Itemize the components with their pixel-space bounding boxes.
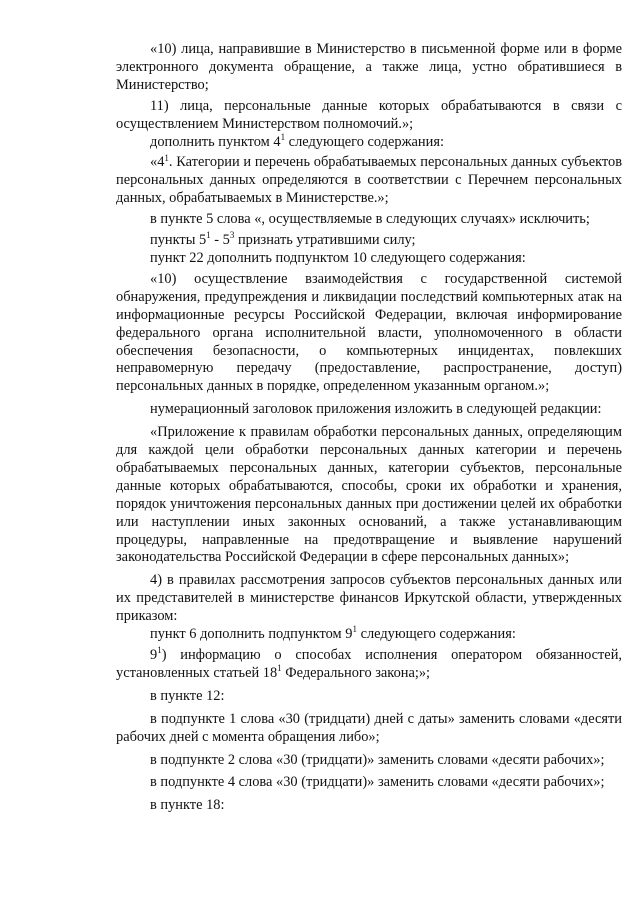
superscript: 1 — [164, 152, 169, 163]
text-run: дополнить пунктом 4 — [150, 133, 281, 150]
paragraph — [116, 752, 622, 770]
text-run: следующего содержания: — [356, 626, 516, 643]
paragraph — [116, 232, 622, 250]
paragraph — [116, 774, 622, 792]
superscript: 1 — [280, 131, 286, 142]
document-page — [116, 41, 622, 815]
paragraph — [116, 154, 622, 208]
superscript: 1 — [277, 663, 282, 674]
text-run: «10) лица, направившие в Министерство в письменной форме или в форме электронного документа обращение, а также лица, устно обратившиеся в Министерство; — [116, 41, 622, 93]
paragraph — [116, 797, 622, 815]
text-run: признать утратившими силу; — [234, 232, 416, 249]
paragraph — [116, 271, 622, 396]
text-run: пункт 22 дополнить подпунктом 10 следующего содержания: — [150, 249, 526, 266]
text-run: 11) лица, персональные данные которых обрабатываются в связи с осуществлением Министерством полномочий.»; — [116, 97, 622, 132]
paragraph — [116, 41, 622, 95]
paragraph — [116, 211, 622, 229]
text-run: в пункте 12: — [150, 687, 225, 704]
text-run: . Категории и перечень обрабатываемых персональных данных субъектов персональных данных определяются в соответствии с Перечнем персональных данных, обрабатываемых в Министерстве.»; — [116, 154, 622, 207]
superscript: 1 — [157, 645, 162, 656]
paragraph — [116, 626, 622, 644]
paragraph — [116, 424, 622, 567]
superscript: 1 — [206, 230, 211, 241]
text-run: в подпункте 4 слова «30 (тридцати)» заменить словами «десяти рабочих»; — [150, 774, 605, 791]
text-run: 9 — [150, 647, 158, 663]
text-run: в пункте 5 слова «, осуществляемые в следующих случаях» исключить; — [150, 211, 590, 228]
text-run: - 5 — [210, 232, 230, 249]
text-run: 4) в правилах рассмотрения запросов субъектов персональных данных или их представителей в министерстве финансов Иркутской области, утвержденных приказом: — [116, 572, 622, 625]
paragraph — [116, 711, 622, 747]
text-run: «Приложение к правилам обработки персональных данных, определяющим для каждой цели обработки персональных данных категории и перечень обрабатываемых персональных данных, категории субъектов, персональные данные которых обрабатываются, способы, сроки их обработки и хранения, порядок уничтожения персональных данных при достижении целей их обработки или наступлении иных законных оснований, а также устанавливающим процедуры, направленные на предотвращение и выявление нарушений законодательства Российской Федерации в сфере персональных данных»; — [116, 424, 622, 566]
paragraph — [116, 250, 622, 268]
text-run: ) информацию о способах исполнения оператором обязанностей, установленных статьей 18 — [116, 647, 622, 681]
text-run: нумерационный заголовок приложения изложить в следующей редакции: — [150, 401, 602, 418]
text-run: следующего содержания: — [285, 133, 444, 150]
paragraph — [116, 131, 622, 152]
paragraph — [116, 688, 622, 706]
text-run: «10) осуществление взаимодействия с государственной системой обнаружения, предупреждения и ликвидации последствий компьютерных атак на информационные ресурсы Российской Федерации, включая информирование федерального органа исполнительной власти, уполномоченного в области обеспечения безопасности, о компьютерных инцидентах, повлекших неправомерную передачу (предоставление, распространение, доступ) персональных данных в порядке, определенном указанным органом.»; — [116, 270, 622, 395]
text-run: пункт 6 дополнить подпунктом 9 — [150, 626, 353, 643]
text-run: в подпункте 1 слова «30 (тридцати) дней с даты» заменить словами «десяти рабочих дней с момента обращения либо»; — [116, 710, 622, 745]
superscript: 3 — [229, 230, 235, 241]
superscript: 1 — [352, 624, 357, 635]
paragraph — [116, 98, 622, 134]
paragraph — [116, 401, 622, 419]
text-run: пункты 5 — [150, 232, 207, 249]
text-run: в подпункте 2 слова «30 (тридцати)» заменить словами «десяти рабочих»; — [150, 751, 605, 768]
paragraph — [116, 572, 622, 626]
text-run: «4 — [150, 154, 165, 171]
text-run: в пункте 18: — [150, 797, 225, 814]
paragraph — [116, 647, 622, 683]
text-run: Федерального закона;»; — [281, 664, 431, 681]
